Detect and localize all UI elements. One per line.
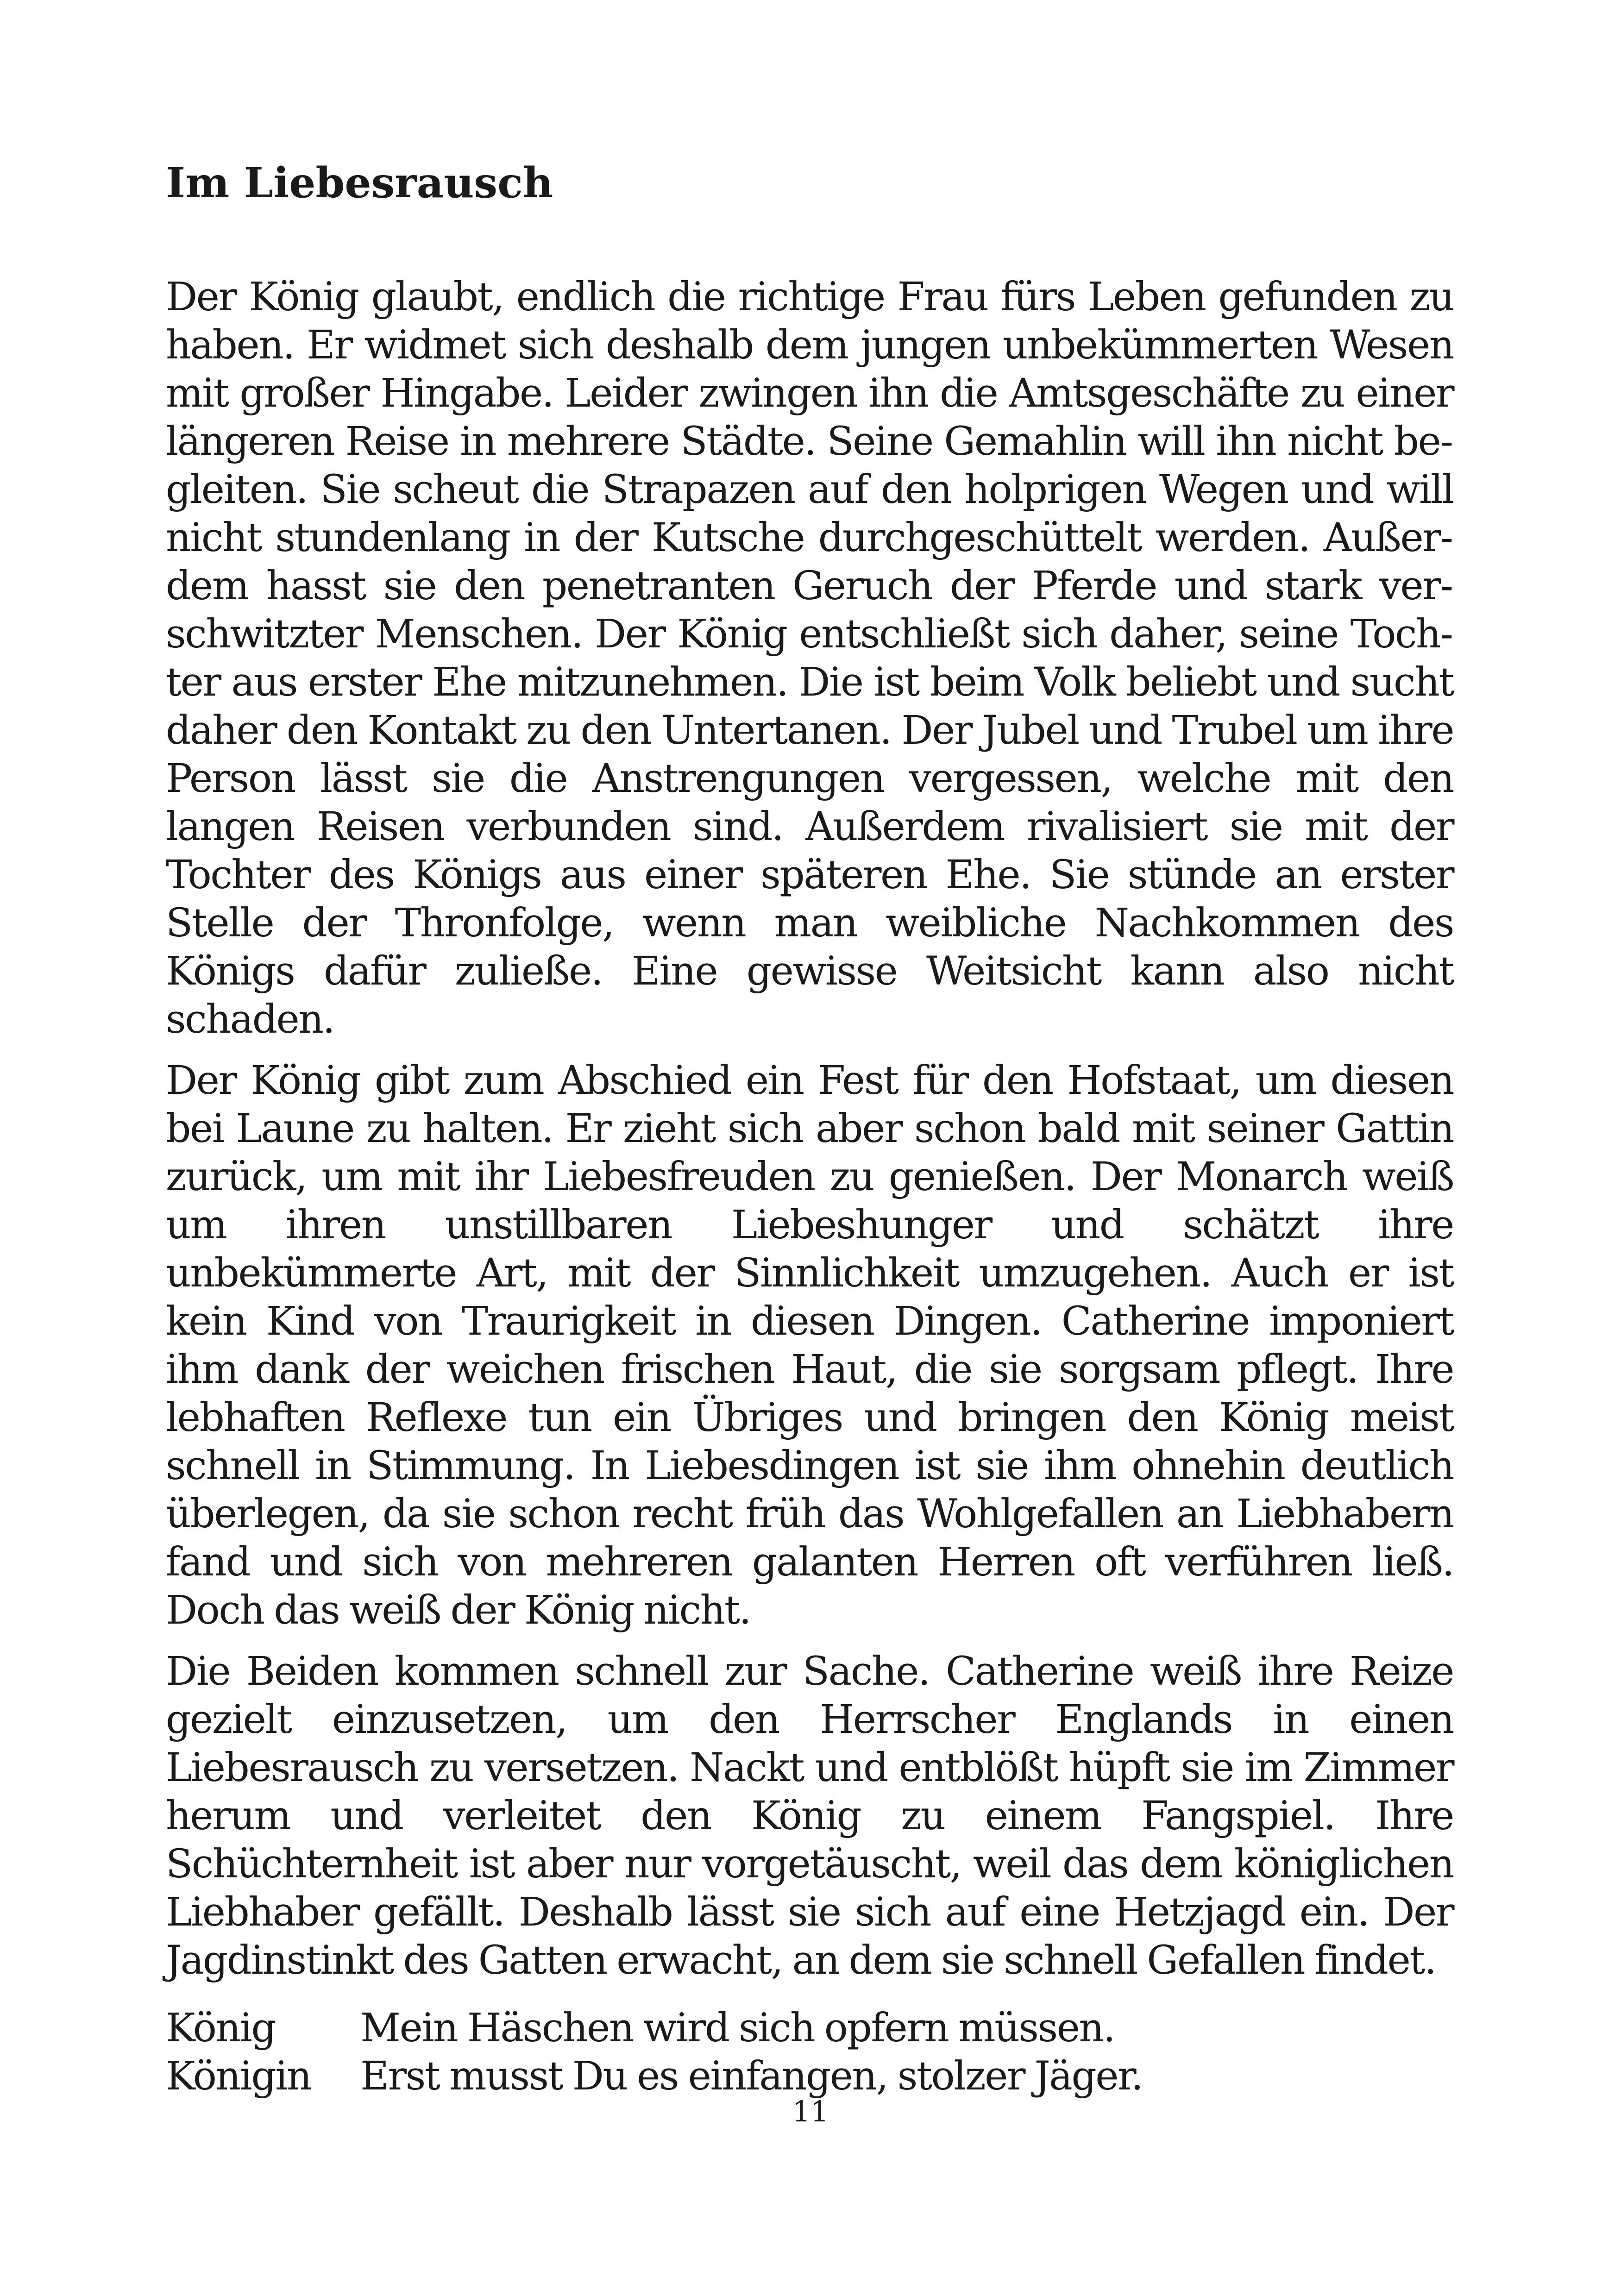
body-text (166, 273, 1453, 2101)
speaker-name: Königin (166, 2053, 311, 2099)
dialogue-line-koenig (166, 2004, 1453, 2052)
chapter-title: Im Liebesrausch (166, 158, 553, 207)
paragraph-1: Der König glaubt, endlich die richtige Frau fürs Leben gefunden zu haben. Er widmet sich deshalb dem jungen unbekümmerten Wesen mit großer Hingabe. Leider zwingen ihn die Amtsgeschäfte zu einer längeren Reise in mehrere Städte. Seine Gemahlin will ihn nicht begleiten. Sie scheut die Strapazen auf den holprigen Wegen und will nicht stundenlang in der Kutsche durchgeschüttelt werden. Außerdem hasst sie den penetranten Geruch der Pferde und stark verschwitzter Menschen. Der König entschließt sich daher, seine Tochter aus erster Ehe mitzunehmen. Die ist beim Volk beliebt und sucht daher den Kontakt zu den Untertanen. Der Jubel und Trubel um ihre Person lässt sie die Anstrengungen vergessen, welche mit den langen Reisen verbunden sind. Außerdem rivalisiert sie mit der Tochter des Königs aus einer späteren Ehe. Sie stünde an erster Stelle der Thronfolge, wenn man weibliche Nachkommen des Königs dafür zuließe. Eine gewisse Weitsicht kann also nicht schaden. (166, 274, 1453, 1042)
book-page (166, 153, 1453, 2101)
speech-text: Mein Häschen wird sich opfern müssen. (360, 2005, 1115, 2051)
dialogue (166, 2004, 1453, 2101)
paragraph-3: Die Beiden kommen schnell zur Sache. Catherine weiß ihre Reize gezielt einzusetzen, um den Herrscher Englands in einen Liebesrausch zu versetzen. Nackt und entblößt hüpft sie im Zimmer herum und verleitet den König zu einem Fangspiel. Ihre Schüchternheit ist aber nur vorgetäuscht, weil das dem königlichen Liebhaber gefällt. Deshalb lässt sie sich auf eine Hetzjagd ein. Der Jagdinstinkt des Gatten erwacht, an dem sie schnell Gefallen findet. (166, 1649, 1453, 1983)
page-number: 11 (792, 2095, 829, 2128)
speech-text: Erst musst Du es einfangen, stolzer Jäger. (360, 2053, 1143, 2099)
speaker-name: König (166, 2005, 276, 2051)
paragraph-2: Der König gibt zum Abschied ein Fest für den Hofstaat, um diesen bei Laune zu halten. Er zieht sich aber schon bald mit seiner Gattin zurück, um mit ihr Liebesfreuden zu genießen. Der Monarch weiß um ihren unstillbaren Liebeshunger und schätzt ihre unbekümmerte Art, mit der Sinnlichkeit umzugehen. Auch er ist kein Kind von Traurigkeit in diesen Dingen. Catherine imponiert ihm dank der weichen frischen Haut, die sie sorgsam pflegt. Ihre lebhaften Reflexe tun ein Übriges und bringen den König meist schnell in Stimmung. In Liebesdingen ist sie ihm ohnehin deutlich überlegen, da sie schon recht früh das Wohlgefallen an Liebhabern fand und sich von mehreren galanten Herren oft verführen ließ. Doch das weiß der König nicht. (166, 1058, 1453, 1633)
